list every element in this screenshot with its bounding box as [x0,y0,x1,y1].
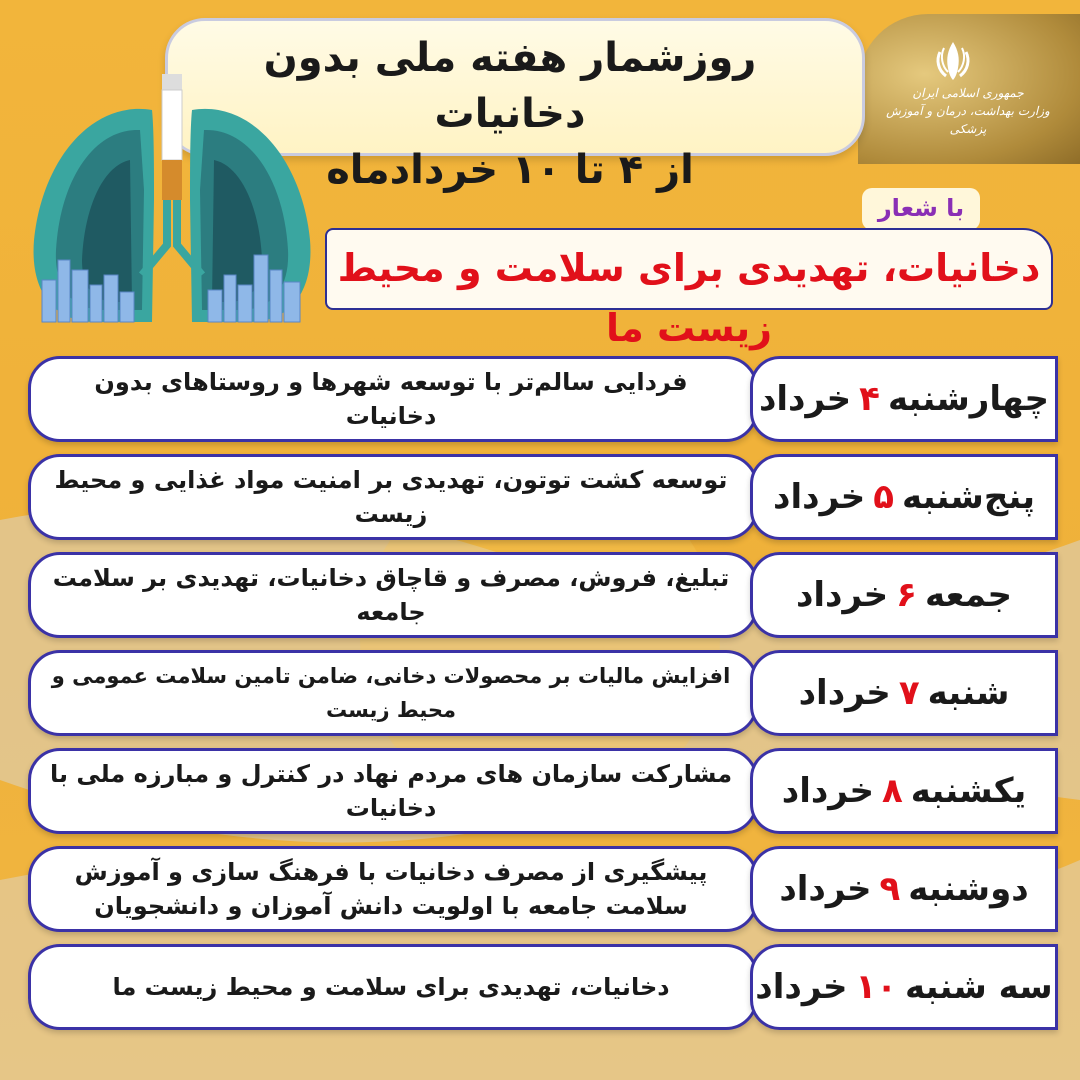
month: خرداد [758,379,852,419]
weekday: جمعه [924,575,1013,615]
day-number: ۹ [879,869,901,909]
month: خرداد [755,967,848,1007]
logo-line-2: وزارت بهداشت، درمان و آموزش پزشکی [886,104,1050,136]
title-line-2: از ۴ تا ۱۰ خردادماه [326,147,694,193]
weekday: شنبه [927,673,1010,713]
iran-emblem-icon [930,38,976,84]
row-date [750,454,1058,540]
title-line-1: روزشمار هفته ملی بدون دخانیات [263,35,757,137]
schedule-row [28,748,1058,834]
weekday: دوشنبه [908,869,1029,909]
day-number: ۸ [881,771,903,811]
cigarette-body [162,90,182,160]
schedule-row [28,356,1058,442]
day-number: ۶ [896,575,917,615]
row-description: توسعه کشت توتون، تهدیدی بر امنیت مواد غذایی و محیط زیست [54,466,728,528]
schedule-row [28,650,1058,736]
row-date [750,846,1058,932]
month: خرداد [798,673,891,713]
day-number: ۴ [859,379,880,419]
weekday: سه شنبه [905,967,1053,1007]
schedule-row [28,846,1058,932]
month: خرداد [795,575,889,615]
weekday: یکشنبه [910,771,1027,811]
weekday: پنج‌شنبه [902,477,1035,517]
row-date [750,650,1058,736]
schedule-row [28,944,1058,1030]
row-description: مشارکت سازمان های مردم نهاد در کنترل و مبارزه ملی با دخانیات [49,760,733,822]
row-description: فردایی سالم‌تر با توسعه شهرها و روستاهای بدون دخانیات [94,368,688,430]
row-date [750,356,1058,442]
month: خرداد [773,477,866,517]
schedule-row [28,454,1058,540]
row-description: دخانیات، تهدیدی برای سلامت و محیط زیست ما [112,973,670,1001]
row-date [750,944,1058,1030]
row-date [750,552,1058,638]
row-date [750,748,1058,834]
row-description: پیشگیری از مصرف دخانیات با فرهنگ سازی و آموزش سلامت جامعه با اولویت دانش آموزان و دانشجویان [74,858,708,920]
cigarette-ash [162,74,182,90]
weekday: چهارشنبه [887,379,1050,419]
day-number: ۷ [898,673,920,713]
month: خرداد [779,869,872,909]
slogan-tag: با شعار [877,194,965,222]
lungs-illustration [22,70,322,340]
cigarette-filter [162,160,182,200]
day-number: ۵ [873,477,895,517]
logo-line-1: جمهوری اسلامی ایران [912,86,1024,100]
schedule-row [28,552,1058,638]
month: خرداد [781,771,874,811]
ministry-name [868,84,1068,138]
row-description: تبلیغ، فروش، مصرف و قاچاق دخانیات، تهدیدی بر سلامت جامعه [52,564,730,626]
day-number: ۱۰ [855,967,898,1007]
row-description: افزایش مالیات بر محصولات دخانی، ضامن تامین سلامت عمومی و محیط زیست [51,664,731,722]
slogan-text: دخانیات، تهدیدی برای سلامت و محیط زیست ما [337,246,1041,350]
